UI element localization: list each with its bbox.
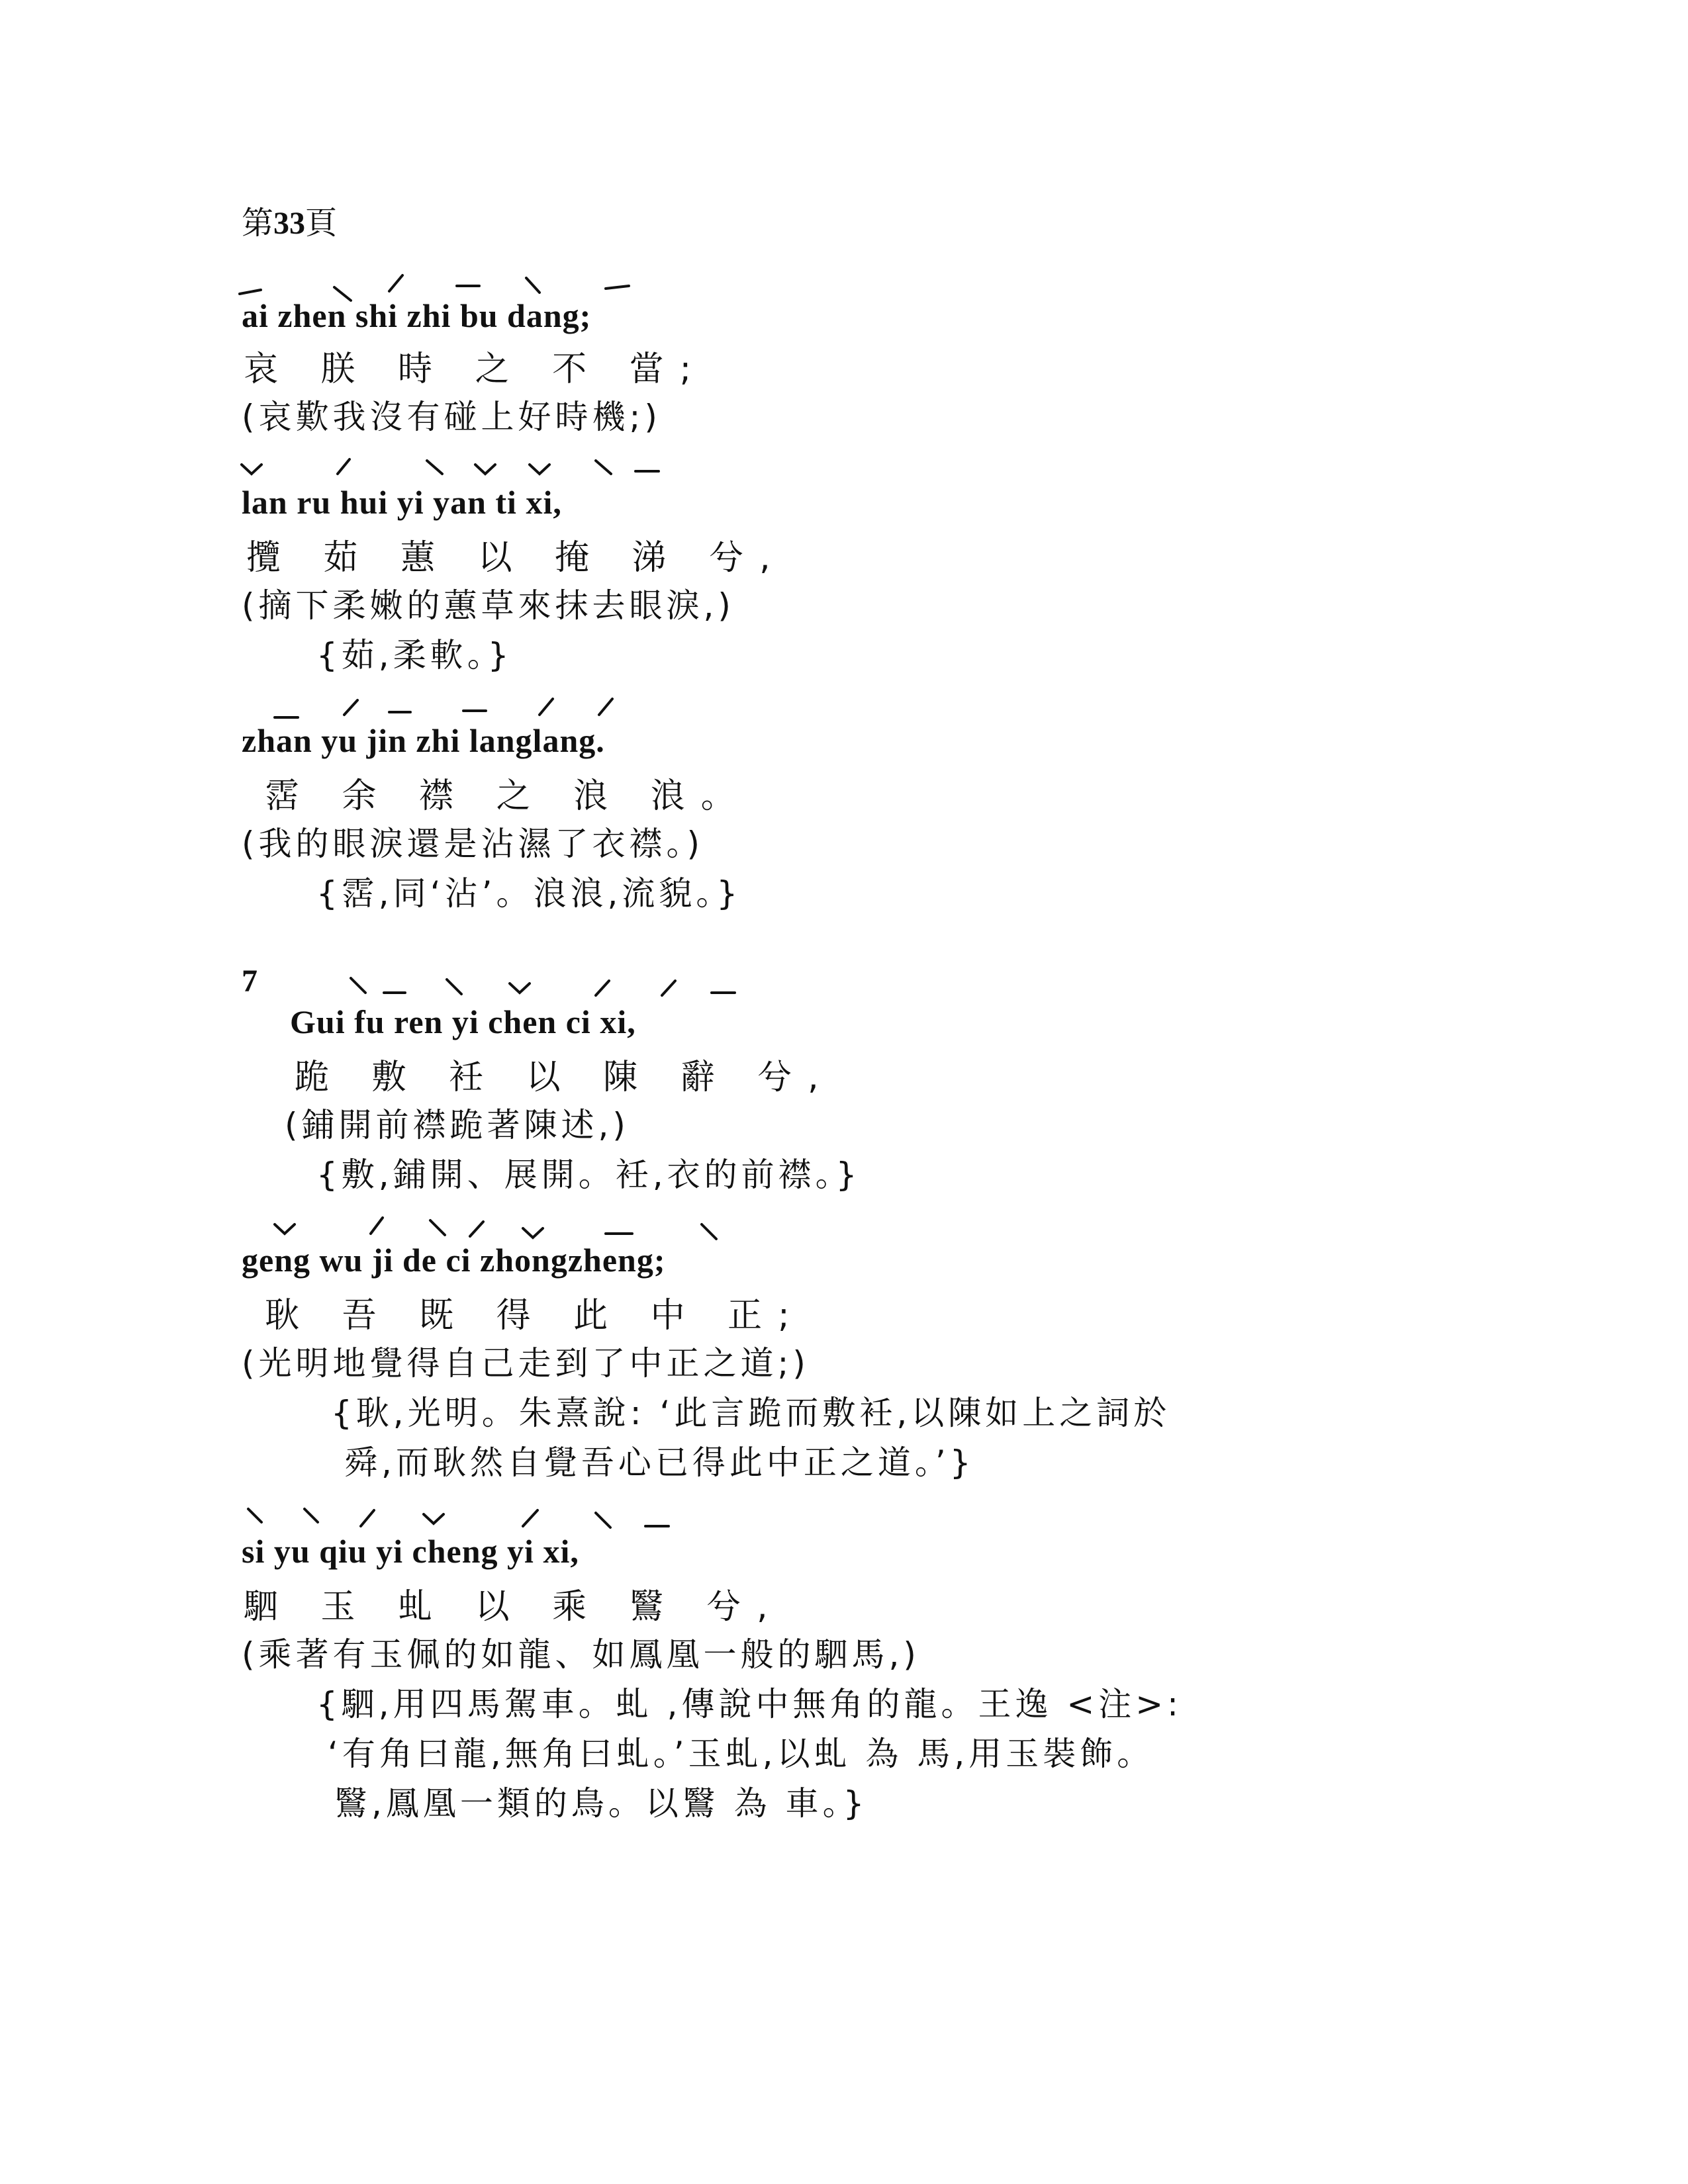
stanza-5-note-1: {耿,光明。朱熹說: ‘此言跪而敷衽,以陳如上之詞於 bbox=[331, 1394, 1171, 1432]
tone-mark bbox=[275, 1224, 295, 1234]
stanza-3-note-1: {霑,同‘沾’。浪浪,流貌。} bbox=[316, 874, 742, 913]
tone-mark bbox=[526, 278, 539, 293]
stanza-5-hanzi: 耿 吾 既 得 此 中 正; bbox=[265, 1296, 806, 1336]
tone-mark bbox=[389, 275, 402, 291]
stanza-5-pinyin: geng wu ji de ci zhongzheng; bbox=[242, 1242, 666, 1279]
tone-mark bbox=[539, 699, 553, 715]
stanza-2-pinyin: lan ru hui yi yan ti xi, bbox=[242, 484, 562, 521]
stanza-6-translation: (乘著有玉佩的如龍、如鳳凰一般的駟馬,) bbox=[242, 1635, 920, 1674]
tone-mark bbox=[606, 286, 629, 289]
page-label bbox=[242, 197, 337, 243]
tone-mark bbox=[427, 461, 442, 474]
tone-mark bbox=[599, 699, 612, 715]
stanza-6-note-2: ‘有角曰龍,無角曰虬。’玉虬,以虬 為 馬,用玉裝飾。 bbox=[328, 1735, 1154, 1773]
tone-mark bbox=[510, 983, 530, 993]
stanza-2-note-1: {茹,柔軟。} bbox=[316, 636, 513, 674]
tone-mark bbox=[430, 1220, 445, 1235]
stanza-6-hanzi: 駟 玉 虬 以 乘 鷖 兮, bbox=[244, 1587, 784, 1627]
tone-mark bbox=[447, 979, 461, 994]
tone-mark bbox=[424, 1514, 444, 1524]
tone-mark bbox=[371, 1218, 383, 1234]
tone-mark bbox=[523, 1510, 538, 1526]
stanza-1-pinyin: ai zhen shi zhi bu dang; bbox=[242, 297, 592, 334]
tone-mark bbox=[240, 290, 261, 294]
stanza-4-hanzi: 跪 敷 衽 以 陳 辭 兮, bbox=[295, 1058, 835, 1097]
stanza-4-pinyin: Gui fu ren yi chen ci xi, bbox=[290, 1003, 636, 1040]
tone-mark bbox=[351, 978, 365, 993]
tone-mark bbox=[361, 1510, 374, 1526]
stanza-3-hanzi: 霑 余 襟 之 浪 浪。 bbox=[265, 776, 751, 816]
tone-mark bbox=[305, 1509, 318, 1522]
stanza-3-translation: (我的眼淚還是沾濕了衣襟。) bbox=[242, 825, 704, 863]
stanza-5-note-2: 舜,而耿然自覺吾心已得此中正之道。’} bbox=[344, 1443, 975, 1482]
tone-mark bbox=[662, 981, 675, 995]
stanza-2-hanzi: 攬 茹 蕙 以 掩 涕 兮, bbox=[246, 538, 786, 578]
stanza-1-translation: (哀歎我沒有碰上好時機;) bbox=[242, 398, 661, 436]
tone-mark bbox=[338, 459, 350, 474]
tone-mark bbox=[596, 461, 611, 474]
stanza-2-translation: (摘下柔嫩的蕙草來抹去眼淚,) bbox=[242, 586, 735, 625]
tone-mark bbox=[530, 465, 549, 474]
tone-mark bbox=[596, 981, 609, 995]
tone-mark bbox=[596, 1513, 610, 1527]
stanza-6-note-3: 鷖,鳳凰一類的鳥。以鷖 為 車。} bbox=[334, 1784, 868, 1823]
stanza-4-translation: (鋪開前襟跪著陳述,) bbox=[285, 1106, 630, 1144]
page-number: 33 bbox=[273, 206, 306, 241]
stanza-1-hanzi: 哀 朕 時 之 不 當; bbox=[244, 349, 708, 389]
stanza-3-pinyin: zhan yu jin zhi langlang. bbox=[242, 722, 605, 759]
stanza-6-pinyin: si yu qiu yi cheng yi xi, bbox=[242, 1533, 579, 1570]
stanza-number: 7 bbox=[242, 964, 258, 999]
page-label-suffix: 頁 bbox=[305, 205, 338, 242]
stanza-6-note-1: {駟,用四馬駕車。虬 ,傳說中無角的龍。王逸 <注>: bbox=[316, 1685, 1183, 1723]
tone-mark bbox=[242, 465, 261, 474]
stanza-5-translation: (光明地覺得自己走到了中正之道;) bbox=[242, 1344, 810, 1383]
tone-mark bbox=[702, 1224, 716, 1239]
page-label-prefix: 第 bbox=[242, 205, 274, 242]
tone-mark bbox=[475, 465, 495, 474]
stanza-4-note-1: {敷,鋪開、展開。衽,衣的前襟。} bbox=[316, 1156, 861, 1194]
tone-mark bbox=[248, 1509, 261, 1522]
tone-mark bbox=[344, 700, 357, 715]
tone-mark bbox=[523, 1228, 543, 1238]
tone-mark bbox=[470, 1222, 483, 1236]
